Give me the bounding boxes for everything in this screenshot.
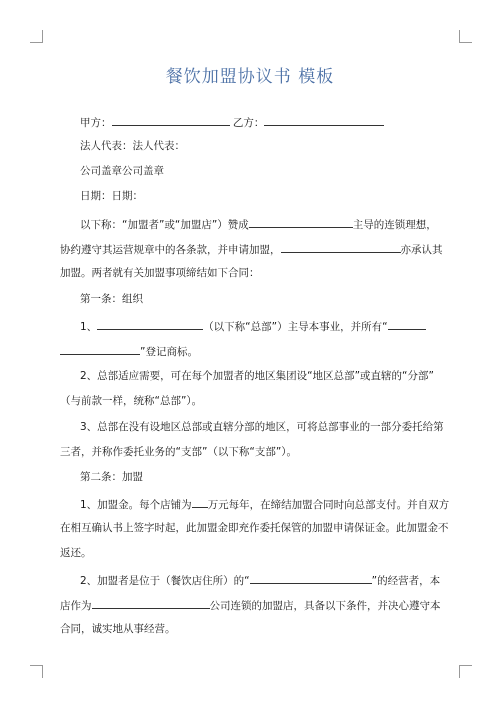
intro-line-1 — [80, 216, 472, 232]
article-1-para-3-line-2: 三者，并称作委托业务的“支部”（以下称“支部”）。 — [60, 446, 298, 458]
clause-text: ”的经营者，本 — [371, 575, 441, 587]
intro-line-2 — [60, 241, 452, 257]
party-a-blank — [112, 114, 230, 126]
clause-text: 1、加盟金。每个店铺为 — [80, 499, 192, 511]
legal-rep-line: 法人代表：法人代表： — [80, 140, 185, 152]
intro-blank-2 — [281, 241, 401, 253]
intro-text: 主导的连锁理想， — [352, 219, 437, 231]
clause-number: 1、 — [80, 321, 98, 333]
intro-text: 协约遵守其运营规章中的各条款，并申请加盟， — [60, 244, 281, 256]
article-2-para-1-line-3: 返还。 — [60, 547, 92, 559]
clause-text: ”登记商标。 — [140, 346, 198, 358]
crop-mark-top-right — [459, 30, 472, 43]
trademark-blank-1 — [388, 318, 426, 330]
clause-text: （以下称“总部”）主导本事业，并所有“ — [203, 321, 388, 333]
article-1-title: 第一条：组织 — [80, 293, 143, 305]
article-1-para-1-line-2 — [60, 343, 452, 359]
crop-mark-bottom-right — [459, 665, 472, 678]
date-line: 日期：日期： — [80, 190, 143, 202]
article-2-para-1-line-1 — [80, 496, 472, 512]
intro-line-3: 加盟。两者就有关加盟事项缔结如下合同： — [60, 267, 260, 279]
party-a-label: 甲方： — [80, 117, 112, 129]
clause-text: 店作为 — [60, 600, 92, 612]
trademark-blank-2 — [60, 343, 140, 355]
clause-text: 2、加盟者是位于（餐饮店住所）的“ — [80, 575, 250, 587]
party-line — [80, 114, 472, 130]
hq-name-blank — [97, 318, 203, 330]
party-b-label: 乙方： — [232, 117, 265, 129]
seal-line: 公司盖章公司盖章 — [80, 165, 164, 177]
clause-text: 公司连锁的加盟店，具备以下条件，并决心遵守本 — [209, 600, 441, 612]
article-1-para-2-line-2: （与前款一样，统称“总部”）。 — [60, 395, 203, 407]
document-title: 餐饮加盟协议书 模板 — [165, 67, 335, 87]
intro-blank-1 — [249, 216, 353, 228]
intro-text: 以下称：“加盟者”或“加盟店”）赞成 — [80, 219, 249, 231]
article-2-para-2-line-1 — [80, 572, 472, 588]
article-2-para-2-line-2 — [60, 597, 452, 613]
crop-mark-top-left — [30, 30, 43, 43]
article-1-para-1-line-1 — [80, 318, 472, 334]
party-b-blank — [264, 114, 384, 126]
chain-company-blank — [92, 597, 210, 609]
article-2-para-1-line-2: 在相互确认书上签字时起，此加盟金即充作委托保管的加盟申请保证金。此加盟金不 — [60, 522, 449, 534]
clause-text: 万元每年，在缔结加盟合同时向总部支付。并自双方 — [207, 499, 450, 511]
fee-blank — [192, 496, 208, 508]
intro-text: 亦承认其 — [400, 244, 443, 256]
article-2-title: 第二条：加盟 — [80, 471, 143, 483]
article-2-para-2-line-3: 合同，诚实地从事经营。 — [60, 623, 176, 635]
store-name-blank — [250, 572, 372, 584]
article-1-para-3-line-1: 3、总部在没有设地区总部或直辖分部的地区，可将总部事业的一部分委托给第 — [80, 421, 444, 433]
article-1-para-2-line-1: 2、总部适应需要，可在每个加盟者的地区集团设“地区总部”或直辖的“分部” — [80, 370, 434, 382]
crop-mark-bottom-left — [30, 665, 43, 678]
